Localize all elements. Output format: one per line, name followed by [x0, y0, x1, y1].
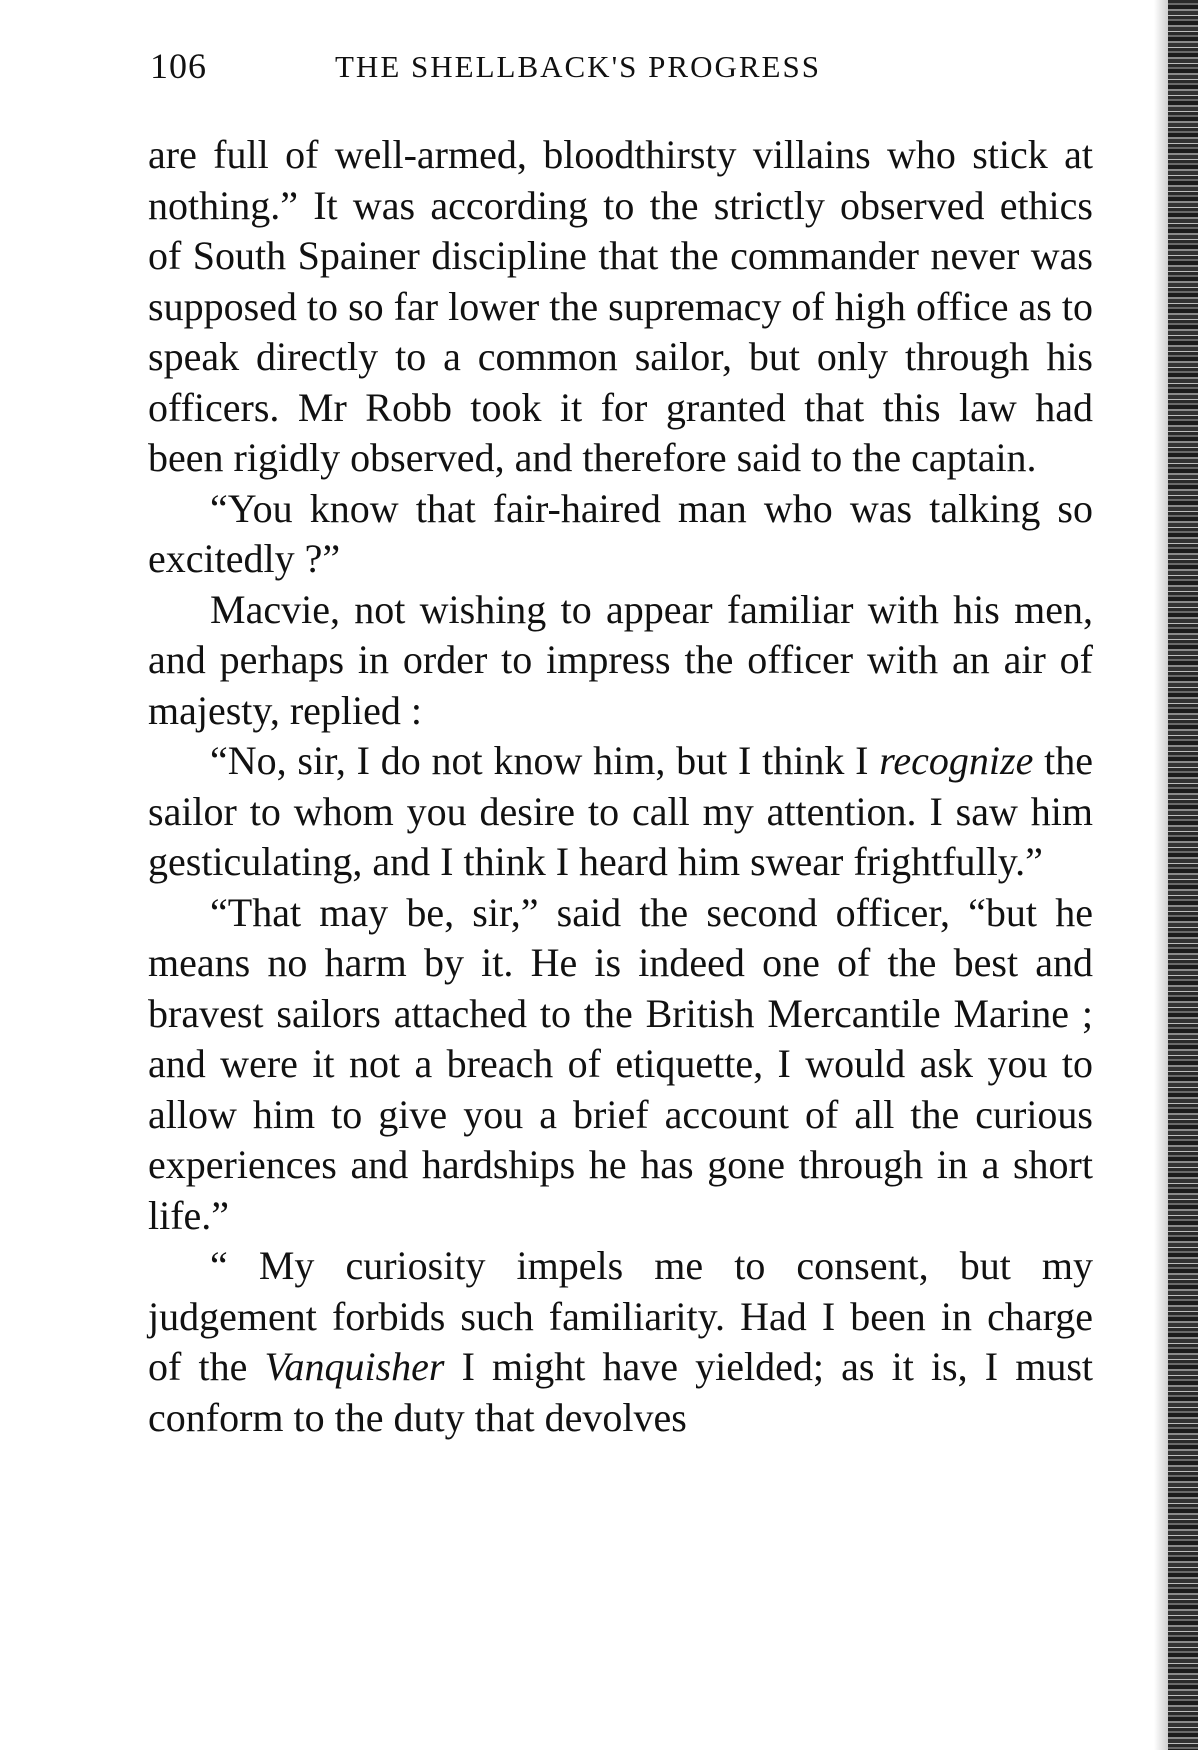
paragraph [148, 484, 1093, 585]
paragraph [148, 130, 1093, 484]
italic-text: Vanquisher [264, 1344, 445, 1389]
text-run: “No, sir, I do not know him, but I think I [210, 738, 880, 783]
page-header [150, 45, 1090, 95]
text-run: I might have yielded; as it is, I must conform to the duty that devolves [148, 1344, 1093, 1440]
text-run: “ My curiosity impels me to consent, but my judgement forbids such familiarity. Had I been in charge of the [148, 1243, 1093, 1389]
text-run: are full of well-armed, bloodthirsty villains who stick at nothing.” It was according to the strictly observed ethics of South Spainer discipline that the commander never was supposed to so far lower the supremacy of high office as to speak directly to a common sailor, but only through his officers. Mr Robb took it for granted that this law had been rigidly observed, and therefore said to the captain. [148, 132, 1093, 480]
italic-text: recognize [879, 738, 1034, 783]
text-run: “You know that fair-haired man who was talking so excitedly ?” [148, 485, 1093, 581]
paragraph [148, 736, 1093, 888]
paragraph [148, 1241, 1093, 1443]
text-run: Macvie, not wishing to appear familiar with his men, and perhaps in order to impress the officer with an air of majesty, replied : [148, 586, 1093, 733]
book-edge [1168, 0, 1198, 1750]
page-edge-shadow [1154, 0, 1168, 1750]
paragraph [148, 585, 1093, 737]
page-number: 106 [150, 46, 207, 86]
running-head: THE SHELLBACK'S PROGRESS [335, 49, 821, 84]
paragraph [148, 888, 1093, 1242]
text-run: the sailor to whom you desire to call my attention. I saw him gesticulating, and I think I heard him swear frightfully.” [148, 738, 1093, 884]
body-text [148, 130, 1093, 1443]
text-run: “That may be, sir,” said the second officer, “but he means no harm by it. He is indeed one of the best and bravest sailors attached to the British Mercantile Marine ; and were it not a breach of etiquette, I would ask you to allow him to give you a brief account of all the curious experiences and hardships he has gone through in a short life.” [148, 889, 1093, 1238]
